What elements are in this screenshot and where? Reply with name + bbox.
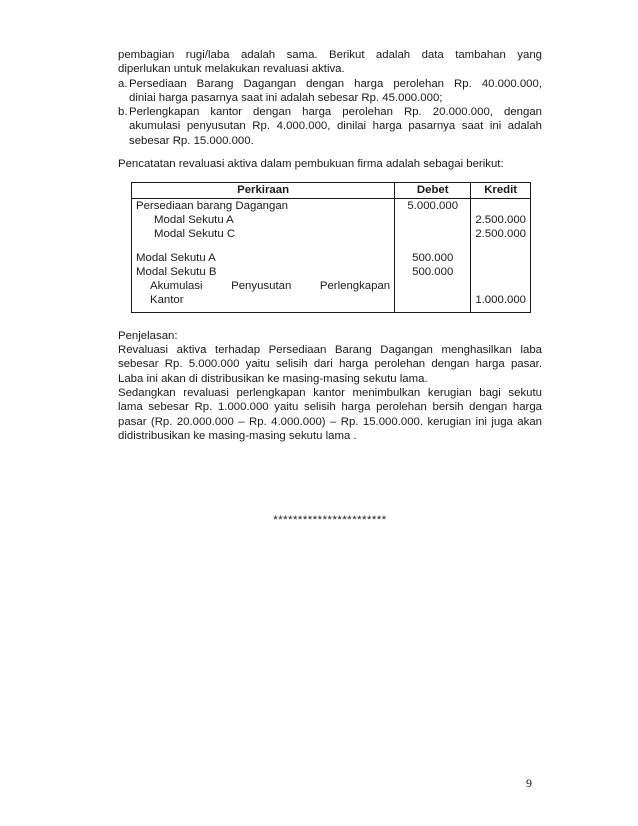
row-credit-value: 1.000.000 [475,294,526,307]
list-item-a-line-2: diniai harga pasarnya saat ini adalah sebesar Rp. 45.000.000; [129,91,443,104]
explanation-p1-line-2: sebesar Rp. 5.000.000 yaitu selisih dari harga perolehan dengan harga pasar. [118,358,542,371]
table-row [132,251,531,265]
explanation-p2-line-4: didistribusikan ke masing-masing sekutu lama . [118,429,357,442]
row-credit [471,265,531,279]
row-account-line-1: Akumulasi Penyusutan Perlengkapan [150,280,391,293]
explanation-p2-line-1: Sedangkan revaluasi perlengkapan kantor menimbulkan kerugian bagi sekutu [118,386,542,399]
explanation-p1-line-1: Revaluasi aktiva terhadap Persediaan Barang Dagangan menghasilkan laba [118,344,542,357]
explanation-heading: Penjelasan: [118,329,178,342]
section-separator: *********************** [273,514,387,527]
intro-line-2: diperlukan untuk melakukan revaluasi aktiva. [118,63,345,76]
list-item-label: a. [118,77,128,90]
table-spacer-row [132,242,531,251]
list-item-b-line-3: sebesar Rp. 15.000.000. [129,134,254,147]
explanation-p2-line-2: lama sebesar Rp. 1.000.000 yaitu selisih harga perolehan bersih dengan harga [118,401,542,414]
explanation-p1-line-3: Laba ini akan di distribusikan ke masing-masing sekutu lama. [118,372,428,385]
row-credit: 2.500.000 [475,213,526,226]
header-credit: Kredit [471,183,531,198]
list-item-label: b. [118,106,128,119]
table-row [132,213,531,227]
row-account [132,279,395,312]
row-credit [471,251,531,265]
list-item-a [118,77,542,106]
header-account: Perkiraan [132,183,395,198]
list-item-b [118,105,542,148]
row-account: Persediaan barang Dagangan [132,198,395,213]
row-debit [395,227,471,241]
row-account: Modal Sekutu C [132,227,395,241]
table-header-row [132,183,531,198]
explanation-p2-line-3: pasar (Rp. 20.000.000 – Rp. 4.000.000) – Rp. 15.000.000. kerugian ini juga akan [118,415,542,428]
table-intro: Pencatatan revaluasi aktiva dalam pembukuan firma adalah sebagai berikut: [118,158,504,171]
list-item-b-line-1: Perlengkapan kantor dengan harga perolehan Rp. 20.000.000, dengan [129,106,542,119]
row-debit: 500.000 [395,265,471,279]
row-debit [395,213,471,227]
list-item-b-line-2: akumulasi penyusutan Rp. 4.000.000, dinilai harga pasarnya saat ini adalah [129,120,542,133]
row-account: Modal Sekutu B [132,265,395,279]
row-credit [471,279,531,312]
table-row [132,279,531,312]
row-debit [395,279,471,312]
row-account: Modal Sekutu A [132,251,395,265]
row-debit: 500.000 [395,251,471,265]
table-row [132,227,531,241]
journal-table [131,182,531,312]
header-debit: Debet [395,183,471,198]
table-row [132,265,531,279]
table-row [132,198,531,213]
list-item-a-line-1: Persediaan Barang Dagangan dengan harga perolehan Rp. 40.000.000, [129,77,542,90]
row-credit [471,198,531,213]
intro-line-1: pembagian rugi/laba adalah sama. Berikut adalah data tambahan yang [118,49,542,61]
row-account: Modal Sekutu A [132,213,395,227]
row-account-line-2: Kantor [150,294,184,307]
page-number: 9 [526,776,532,790]
row-credit: 2.500.000 [475,228,526,241]
document-page [118,48,542,527]
row-debit: 5.000.000 [395,198,471,213]
